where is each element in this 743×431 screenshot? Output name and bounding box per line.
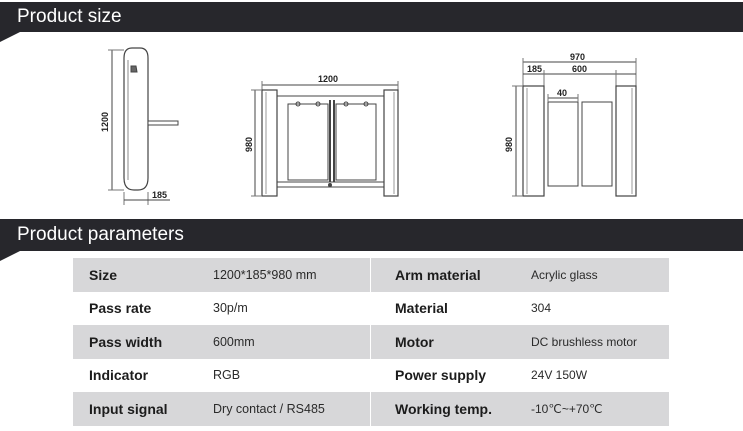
front-view-height-label: 980 <box>244 136 254 152</box>
table-row <box>73 325 669 359</box>
parameters-table <box>73 258 669 426</box>
param-value: DC brushless motor <box>531 334 638 349</box>
banner-tail-decoration <box>0 251 20 261</box>
top-view-passage-label: 600 <box>572 64 588 74</box>
column-divider <box>370 392 371 426</box>
table-row <box>73 359 669 393</box>
param-label: Material <box>395 300 448 317</box>
dimension-drawings <box>0 40 743 215</box>
param-value: 30p/m <box>213 301 248 316</box>
side-view-drawing <box>108 48 178 205</box>
param-value: 24V 150W <box>531 368 588 383</box>
table-row <box>73 292 669 326</box>
side-view-width-label: 185 <box>152 190 168 200</box>
param-value: 600mm <box>213 334 255 349</box>
top-view-overall-label: 970 <box>570 52 586 62</box>
column-divider <box>370 325 371 359</box>
section-header-product-size <box>0 2 743 32</box>
table-row <box>73 392 669 426</box>
section-header-product-parameters <box>0 219 743 251</box>
top-view-drawing <box>512 58 636 196</box>
param-label: Indicator <box>89 367 149 384</box>
section-title: Product parameters <box>17 224 184 245</box>
param-label: Working temp. <box>395 400 492 417</box>
param-label: Pass width <box>89 333 163 350</box>
param-label: Power supply <box>395 367 487 384</box>
top-view-height-label: 980 <box>504 136 514 152</box>
param-value: 304 <box>531 301 552 316</box>
param-value: Dry contact / RS485 <box>213 401 325 416</box>
front-view-drawing <box>251 81 398 196</box>
side-view-height-label: 1200 <box>100 111 110 132</box>
column-divider <box>370 258 371 292</box>
param-label: Motor <box>395 333 434 350</box>
param-value: RGB <box>213 368 241 383</box>
param-value: -10℃~+70℃ <box>531 401 603 416</box>
param-value: 1200*185*980 mm <box>213 267 317 282</box>
param-label: Arm material <box>395 266 481 283</box>
param-value: Acrylic glass <box>531 267 598 282</box>
section-title: Product size <box>17 6 122 27</box>
param-label: Pass rate <box>89 300 152 317</box>
param-label: Size <box>89 266 118 283</box>
param-label: Input signal <box>89 400 168 417</box>
top-view-gap-label: 40 <box>557 88 568 98</box>
front-view-width-label: 1200 <box>318 74 339 84</box>
top-view-left-label: 185 <box>527 64 543 74</box>
table-row <box>73 258 669 292</box>
